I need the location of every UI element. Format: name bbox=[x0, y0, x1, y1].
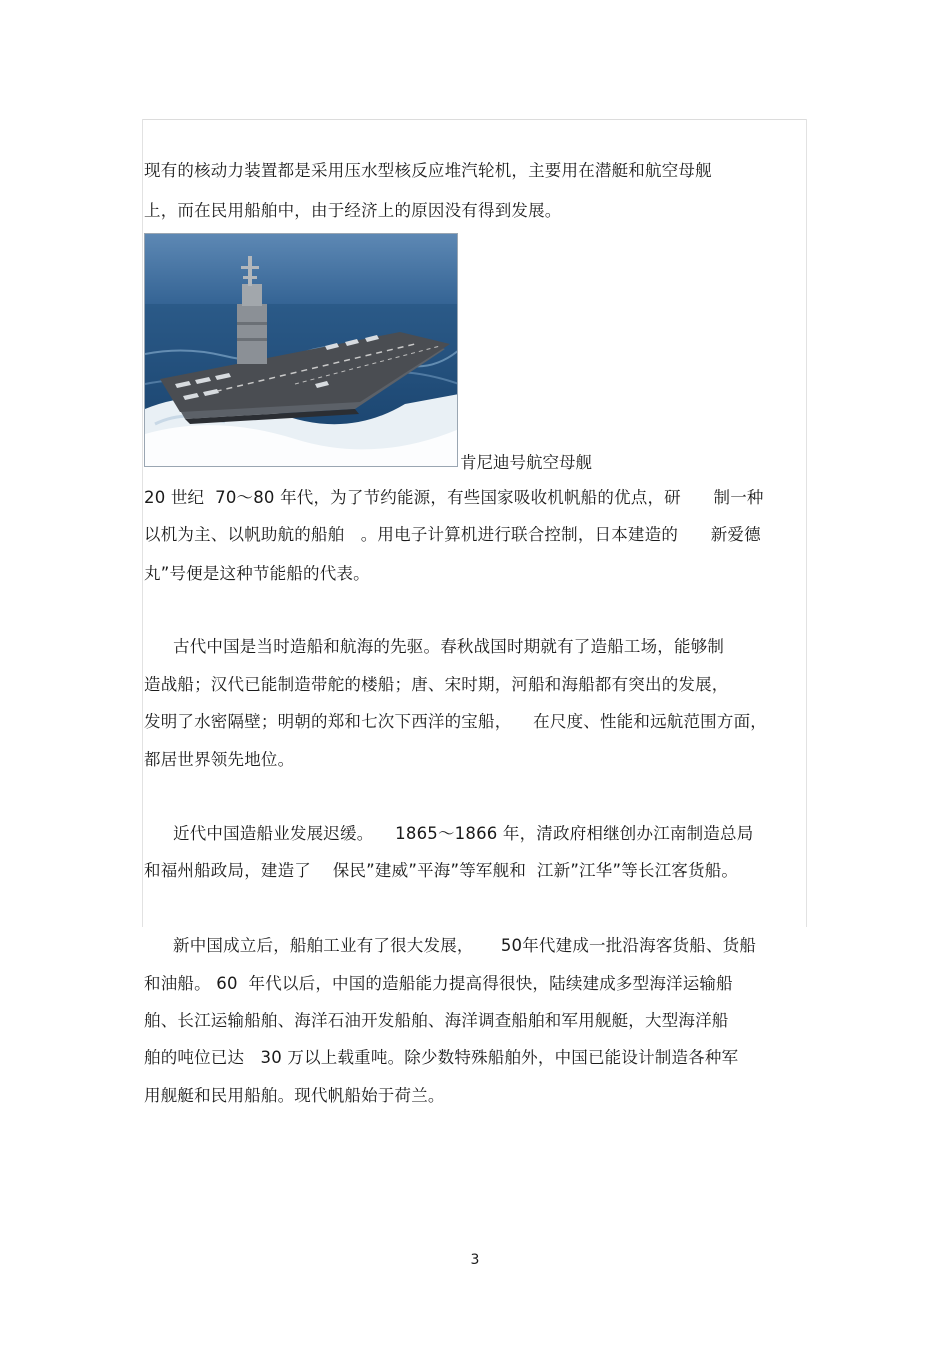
text-line: 舶、长江运输船舶、海洋石油开发船舶、海洋调查船舶和军用舰艇，大型海洋船 bbox=[144, 1011, 729, 1030]
page-number: 3 bbox=[470, 1252, 480, 1268]
aircraft-carrier-illustration bbox=[145, 234, 458, 467]
text-line: 新中国成立后，船舶工业有了很大发展， 50年代建成一批沿海客货船、货船 bbox=[173, 936, 757, 955]
text-line: 和福州船政局，建造了 保民”建威”平海”等军舰和 江新”江华”等长江客货船。 bbox=[144, 861, 739, 880]
frame-right-border bbox=[806, 119, 807, 927]
frame-top-border bbox=[142, 119, 806, 120]
text-line: 和油船。 60 年代以后，中国的造船能力提高得很快，陆续建成多型海洋运输船 bbox=[144, 974, 733, 993]
text-line: 都居世界领先地位。 bbox=[144, 750, 295, 769]
text-line: 20 世纪 70～80 年代，为了节约能源，有些国家吸收机帆船的优点，研 制一种 bbox=[144, 488, 764, 507]
frame-left-border bbox=[142, 119, 143, 927]
aircraft-carrier-photo bbox=[144, 233, 458, 467]
text-line: 现有的核动力装置都是采用压水型核反应堆汽轮机，主要用在潜艇和航空母舰 bbox=[144, 161, 712, 180]
text-line: 以机为主、以帆助航的船舶 。用电子计算机进行联合控制，日本建造的 新爱德 bbox=[144, 525, 761, 544]
text-line: 近代中国造船业发展迟缓。 1865～1866 年，清政府相继创办江南制造总局 bbox=[173, 824, 754, 843]
text-line: 用舰艇和民用船舶。现代帆船始于荷兰。 bbox=[144, 1086, 445, 1105]
text-line: 发明了水密隔壁；明朝的郑和七次下西洋的宝船， 在尺度、性能和远航范围方面， bbox=[144, 712, 767, 731]
text-line: 古代中国是当时造船和航海的先驱。春秋战国时期就有了造船工场，能够制 bbox=[173, 637, 725, 656]
text-line: 上，而在民用船舶中，由于经济上的原因没有得到发展。 bbox=[144, 201, 562, 220]
text-line: 丸”号便是这种节能船的代表。 bbox=[144, 564, 370, 583]
text-line: 造战船；汉代已能制造带舵的楼船；唐、宋时期，河船和海船都有突出的发展， bbox=[144, 675, 729, 694]
photo-caption: 肯尼迪号航空母舰 bbox=[460, 453, 592, 472]
text-line: 舶的吨位已达 30 万以上载重吨。除少数特殊船舶外，中国已能设计制造各种军 bbox=[144, 1048, 739, 1067]
